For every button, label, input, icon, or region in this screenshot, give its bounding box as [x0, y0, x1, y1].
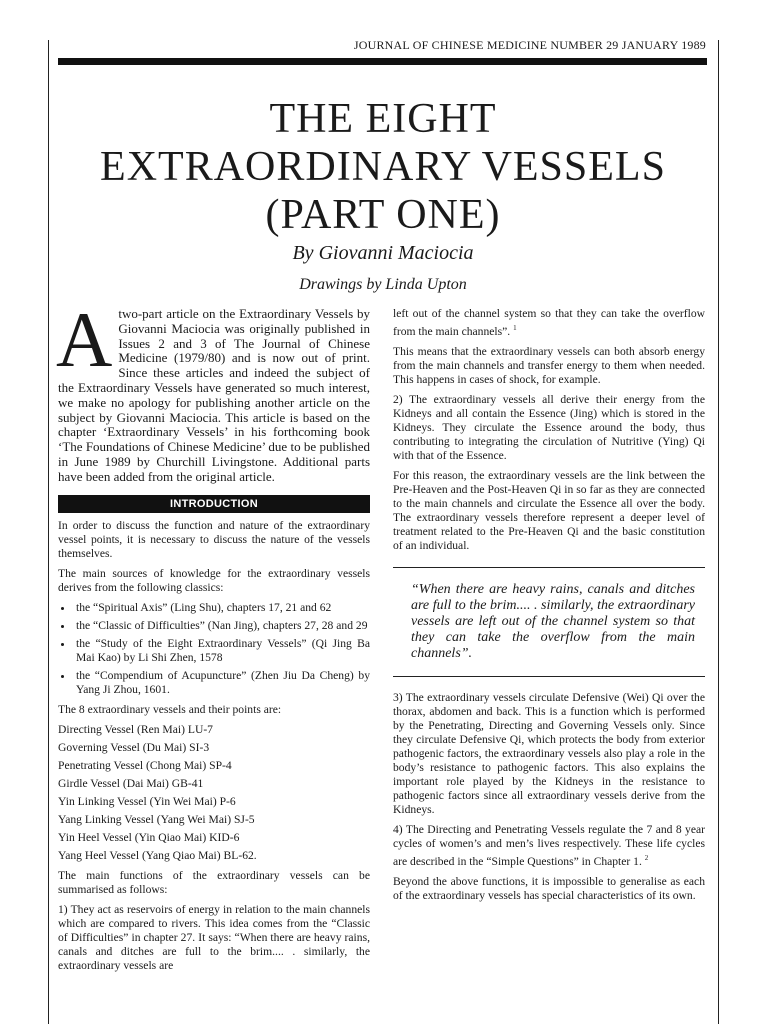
right-paragraph-4: For this reason, the extraordinary vessels are the link between the Pre-Heaven and the Post-Heaven Qi in so far as they are connected to the main channels and circulate the Essence all over the body. The extraordinary vessels therefore represent a deeper level of treatment related to the Pre-Heaven Qi and the basic constitution of an individual. — [393, 468, 705, 552]
right-paragraph-7: Beyond the above functions, it is impossible to generalise as each of the extraordinary vessels has special characteristics of its own. — [393, 874, 705, 902]
list-item: • the “Compendium of Acupuncture” (Zhen Jiu Da Cheng) by Yang Ji Zhou, 1601. — [74, 669, 370, 697]
list-item: Yin Heel Vessel (Yin Qiao Mai) KID-6 — [58, 830, 240, 844]
left-paragraph-1: In order to discuss the function and nature of the extraordinary vessel points, it is necessary to discuss the nature of the vessels themselves. — [58, 518, 370, 560]
right-paragraph-1 — [393, 307, 705, 339]
list-item: • the “Spiritual Axis” (Ling Shu), chapters 17, 21 and 62 — [74, 601, 370, 615]
title-line-3: (PART ONE) — [265, 192, 501, 238]
intro-text: two-part article on the Extraordinary Vessels by Giovanni Maciocia was originally published in Issues 2 and 3 of The Journal of Chinese Medicine (1979/80) and is now out of print. Since these articles and indeed the subject of the Extraordinary Vessels have generated so much interest, we make no apology for publishing another article on the subject by Giovanni Maciocia. This article is based on the chapter ‘Extraordinary Vessels’ in his forthcoming book ‘The Foundations of Chinese Medicine’ due to be published in June 1989 by Churchill Livingstone. Additional parts have been added from the original article. — [58, 306, 370, 484]
classics-list — [58, 601, 370, 697]
title-line-1: THE EIGHT — [269, 96, 497, 142]
drop-cap: A — [56, 296, 113, 383]
list-item: Directing Vessel (Ren Mai) LU-7 — [58, 722, 213, 736]
right-paragraph-2: This means that the extraordinary vessels can both absorb energy from the main channels and transfer energy to them when needed. This happens in cases of shock, for example. — [393, 344, 705, 386]
intro-paragraph — [56, 296, 370, 485]
right-paragraph-5: 3) The extraordinary vessels circulate Defensive (Wei) Qi over the thorax, abdomen and back. This is a function which is performed by the Penetrating, Directing and Governing Vessels only. Since they circulate Defensive Qi, which protects the body from exterior pathogenic factors, the extraordinary vessels also play a role in the body’s resistance to pathogenic factors. This also explains the important role played by the Kidneys in the resistance to pathogenic factors since all extraordinary vessels derive from the Kidneys. — [393, 690, 705, 816]
right-paragraph-6 — [393, 823, 705, 869]
right-column — [393, 307, 705, 909]
section-heading: INTRODUCTION — [58, 495, 370, 513]
list-item: Governing Vessel (Du Mai) SI-3 — [58, 740, 210, 754]
list-item: • the “Classic of Difficulties” (Nan Jing), chapters 27, 28 and 29 — [74, 619, 370, 633]
byline: By Giovanni Maciocia — [292, 242, 474, 264]
drawings-credit: Drawings by Linda Upton — [299, 276, 467, 293]
header-bar — [58, 58, 707, 65]
list-item: • the “Study of the Eight Extraordinary Vessels” (Qi Jing Ba Mai Kao) by Li Shi Zhen, 1578 — [74, 637, 370, 665]
title-line-2: EXTRAORDINARY VESSELS — [100, 144, 666, 190]
pull-quote: “When there are heavy rains, canals and ditches are full to the brim.... . similarly, the extraordinary vessels are left out of the channel system so that they can take the overflow from the main channels”. — [393, 567, 705, 677]
right-paragraph-3: 2) The extraordinary vessels all derive their energy from the Kidneys and all contain the Essence (Jing) which is stored in the Kidneys. They circulate the Essence around the body, thus contributing to integrating the circulation of Nutritive (Ying) Qi with that of the Essence. — [393, 392, 705, 462]
footnote-ref-2: 2 — [644, 853, 649, 862]
footnote-ref-1: 1 — [513, 324, 517, 332]
list-item: Yang Linking Vessel (Yang Wei Mai) SJ-5 — [58, 812, 255, 826]
list-item: Girdle Vessel (Dai Mai) GB-41 — [58, 776, 204, 790]
list-item: Yang Heel Vessel (Yang Qiao Mai) BL-62. — [58, 848, 257, 862]
right-paragraph-6-text: 4) The Directing and Penetrating Vessels regulate the 7 and 8 year cycles of women’s and men’s lives respectively. These life cycles are described in the “Simple Questions” in Chapter 1. — [393, 822, 705, 868]
list-item: Yin Linking Vessel (Yin Wei Mai) P-6 — [58, 794, 236, 808]
column-right-rule — [718, 40, 719, 1024]
list-item: Penetrating Vessel (Chong Mai) SP-4 — [58, 758, 232, 772]
left-paragraph-5: 1) They act as reservoirs of energy in relation to the main channels which are compared to rivers. This idea comes from the “Classic of Difficulties” in chapter 27. It says: “When there are heavy rains, canals and ditches are full to the brim.... . similarly, the extraordinary vessels are — [58, 902, 370, 972]
left-paragraph-2: The main sources of knowledge for the extraordinary vessels derives from the following classics: — [58, 566, 370, 594]
journal-header: JOURNAL OF CHINESE MEDICINE NUMBER 29 JANUARY 1989 — [353, 38, 706, 52]
right-paragraph-1-text: left out of the channel system so that they can take the overflow from the main channels”. — [393, 307, 705, 338]
left-paragraph-3: The 8 extraordinary vessels and their points are: — [58, 702, 282, 716]
page-left-rule — [48, 40, 49, 1024]
left-column — [56, 296, 370, 979]
vessel-points-list — [58, 723, 370, 863]
left-paragraph-4: The main functions of the extraordinary vessels can be summarised as follows: — [58, 868, 370, 896]
